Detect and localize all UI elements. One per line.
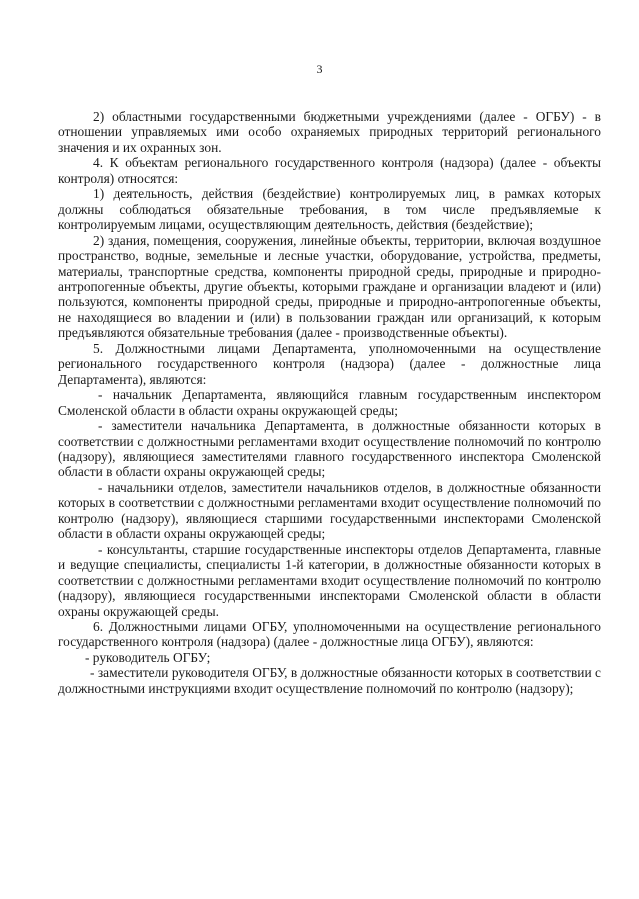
list-item-consultants: - консультанты, старшие государственные инспекторы отделов Департамента, главные и ведущие специалисты, специалисты 1-й категории, в должностные обязанности которых в соответствии с должностными регламентами входит осуществление полномочий по контролю (надзору), являющиеся государственными инспекторами Смоленской области в области охраны окружающей среды. xyxy=(58,541,601,619)
paragraph-ogbu-subjects: 2) областными государственными бюджетными учреждениями (далее - ОГБУ) - в отношении управляемых ими особо охраняемых природных территорий регионального значения и их охранных зон. xyxy=(58,109,601,155)
paragraph-object-facilities: 2) здания, помещения, сооружения, линейные объекты, территории, включая воздушное пространство, водные, земельные и лесные участки, оборудование, устройства, предметы, материалы, транспортные средства, компоненты природной среды, природные и природно-антропогенные объекты, другие объекты, которыми граждане и организации владеют и (или) пользуются, компоненты природной среды, природные и природно-антропогенные объекты, не находящиеся во владении и (или) в пользовании граждан или организаций, к которым предъявляются обязательные требования (далее - производственные объекты). xyxy=(58,232,601,341)
paragraph-department-officials: 5. Должностными лицами Департамента, уполномоченными на осуществление регионального государственного контроля (надзора) (далее - должностные лица Департамента), являются: xyxy=(58,340,601,387)
document-body xyxy=(58,109,601,696)
paragraph-control-objects: 4. К объектам регионального государственного контроля (надзора) (далее - объекты контроля) относятся: xyxy=(58,155,601,186)
list-item-deputy-heads: - заместители начальника Департамента, в должностные обязанности которых в соответствии с должностными регламентами входит осуществление полномочий по контролю (надзору), являющиеся заместителями главного государственного инспектора Смоленской области в области охраны окружающей среды; xyxy=(58,418,601,480)
page-number: 3 xyxy=(316,62,323,76)
paragraph-ogbu-officials: 6. Должностными лицами ОГБУ, уполномоченными на осуществление регионального государственного контроля (надзора) (далее - должностные лица ОГБУ), являются: xyxy=(58,618,601,650)
paragraph-object-activity: 1) деятельность, действия (бездействие) контролируемых лиц, в рамках которых должны соблюдаться обязательные требования, в том числе предъявляемые к контролируемым лицами, осуществляющим деятельность, действия (бездействие); xyxy=(58,186,601,233)
list-item-ogbu-head: - руководитель ОГБУ; xyxy=(85,649,211,665)
list-item-ogbu-deputies: - заместители руководителя ОГБУ, в должностные обязанности которых в соответствии с должностными инструкциями входит осуществление полномочий по контролю (надзору); xyxy=(58,665,601,696)
list-item-division-heads: - начальники отделов, заместители начальников отделов, в должностные обязанности которых в соответствии с должностными регламентами входит осуществление полномочий по контролю (надзору), являющиеся старшими государственными инспекторами Смоленской области в области охраны окружающей среды; xyxy=(58,479,601,542)
list-item-department-head: - начальник Департамента, являющийся главным государственным инспектором Смоленской области в области охраны окружающей среды; xyxy=(58,387,601,418)
